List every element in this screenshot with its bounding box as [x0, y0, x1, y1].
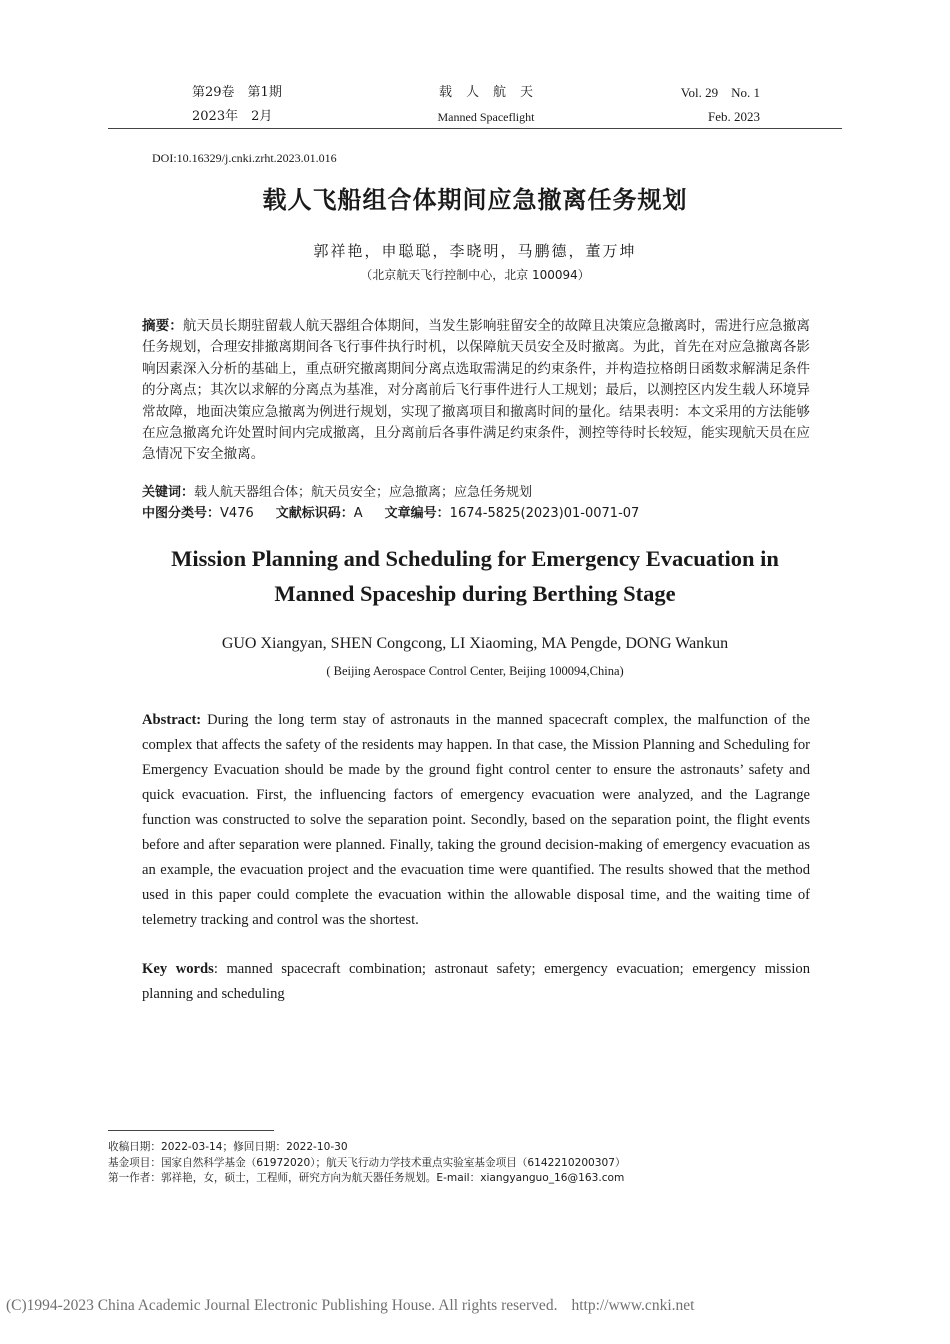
- article-no-label: 文章编号：: [384, 506, 450, 521]
- doc-code-value: A: [353, 506, 363, 521]
- paper-title-en: [0, 541, 950, 611]
- doc-code-label: 文献标识码：: [275, 506, 354, 521]
- header-divider: [108, 128, 842, 129]
- footnote-divider: [108, 1130, 274, 1131]
- doi-text[interactable]: DOI:10.16329/j.cnki.zrht.2023.01.016: [152, 151, 337, 165]
- author-list-cn: 郭祥艳，申聪聪，李晓明，马鹏德，董万坤: [313, 242, 637, 260]
- paper-title-en-line2: Manned Spaceship during Berthing Stage: [274, 581, 676, 606]
- keywords-cn-text: 载人航天器组合体；航天员安全；应急撤离；应急任务规划: [194, 485, 533, 500]
- affiliation-en: ( Beijing Aerospace Control Center, Beijing 100094,China): [326, 664, 624, 678]
- keywords-en-label: Key words: [142, 961, 214, 977]
- publication-date-text: 2023年 2月: [192, 109, 273, 124]
- keywords-cn-label: 关键词：: [142, 485, 195, 500]
- keywords-cn: [142, 482, 810, 503]
- footnote-received: 收稿日期：2022-03-14；修回日期：2022-10-30: [108, 1141, 348, 1153]
- volume-issue-en-text: Vol. 29 No. 1: [680, 85, 760, 100]
- journal-name: [380, 85, 592, 125]
- publication-date-en-text: Feb. 2023: [708, 109, 760, 124]
- abstract-cn: [142, 316, 810, 466]
- journal-name-cn: 载人航天: [438, 85, 547, 100]
- abstract-cn-text: 航天员长期驻留载人航天器组合体期间，当发生影响驻留安全的故障且决策应急撤离时，需进行应急撤离任务规划，合理安排撤离期间各飞行事件执行时机，以保障航天员安全及时撤离。为此，首先在对应急撤离各影响因素深入分析的基础上，重点研究撤离期间分离点选取需满足的约束条件，并构造拉格朗日函数求解满足条件的分离点；其次以求解的分离点为基准，对分离前后飞行事件进行人工规划；最后，以测控区内发生载人环境异常故障，地面决策应急撤离为例进行规划，实现了撤离项目和撤离时间的量化。结果表明：本文采用的方法能够在应急撤离允许处置时间内完成撤离，且分离前后各事件满足约束条件，测控等待时长较短，能实现航天员在应急情况下安全撤离。: [142, 318, 811, 463]
- journal-volume-issue: [192, 85, 282, 125]
- clc-value: V476: [220, 506, 254, 521]
- classification-row: [142, 503, 810, 524]
- footnote-funding: 基金项目：国家自然科学基金（61972020）；航天飞行动力学技术重点实验室基金项目（6142210200307）: [108, 1156, 626, 1169]
- paper-title-cn: 载人飞船组合体期间应急撤离任务规划: [262, 186, 688, 214]
- journal-name-en: Manned Spaceflight: [437, 110, 535, 124]
- volume-issue-text: 第29卷 第1期: [192, 85, 282, 100]
- cnki-link[interactable]: http://www.cnki.net: [571, 1297, 695, 1314]
- keywords-en-text: : manned spacecraft combination; astronaut safety; emergency evacuation; emergency mission planning and scheduling: [142, 961, 810, 1002]
- copyright-line: [6, 1297, 946, 1315]
- paper-title-en-line1: Mission Planning and Scheduling for Emergency Evacuation in: [171, 546, 779, 571]
- copyright-text: (C)1994-2023 China Academic Journal Electronic Publishing House. All rights reserved.: [6, 1297, 558, 1314]
- keywords-en: [142, 957, 810, 1007]
- affiliation-cn: （北京航天飞行控制中心，北京 100094）: [360, 268, 590, 282]
- abstract-en: [142, 708, 810, 933]
- article-no-value: 1674-5825(2023)01-0071-07: [449, 506, 640, 521]
- abstract-cn-label: 摘要：: [142, 318, 183, 334]
- metadata-cn: [142, 482, 810, 524]
- abstract-en-text: During the long term stay of astronauts in the manned spacecraft complex, the malfunction of the complex that affects the safety of the residents may happen. In that case, the Mission Planning and Scheduling for Emergency Evacuation should be made by the ground fight control center to ensure the astronauts’ safety and quick evacuation. First, the influencing factors of emergency evacuation were analyzed, and the Lagrange function was constructed to solve the separation point. Secondly, based on the separation point, the flight events before and after separation were planned. Finally, taking the ground decision-making of emergency evacuation as an example, the evacuation project and the evacuation time were quantified. The results showed that the method used in this paper could complete the evacuation within the allowable disposal time, and the waiting time of telemetry tracking and control was the shortest.: [142, 712, 810, 928]
- abstract-en-label: Abstract:: [142, 712, 202, 728]
- journal-volume-issue-en: [660, 85, 760, 125]
- footnote-first-author: 第一作者：郭祥艳，女，硕士，工程师，研究方向为航天器任务规划。E-mail：xiangyanguo_16@163.com: [108, 1172, 625, 1184]
- author-list-en: GUO Xiangyan, SHEN Congcong, LI Xiaoming, MA Pengde, DONG Wankun: [221, 635, 729, 652]
- clc-label: 中图分类号：: [142, 506, 221, 521]
- footnotes: [108, 1140, 848, 1187]
